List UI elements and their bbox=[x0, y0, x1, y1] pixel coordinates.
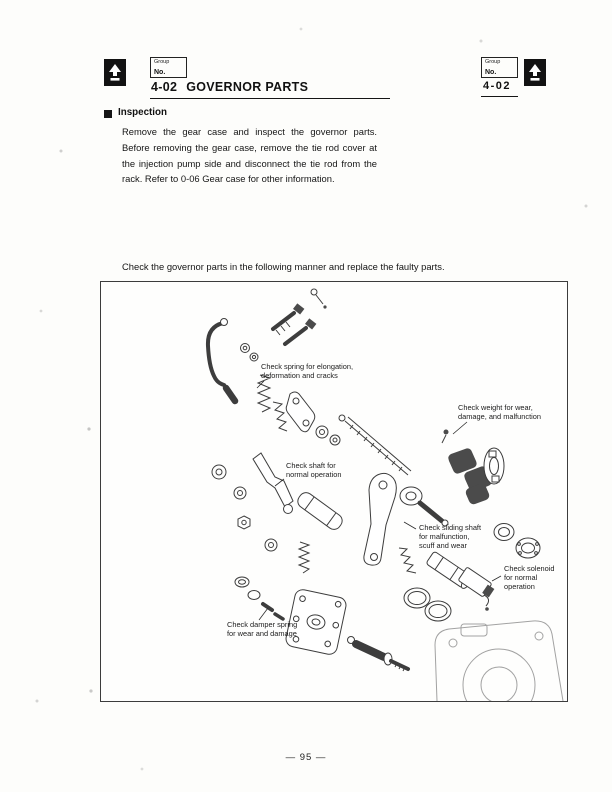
callout-line: Check sliding shaft bbox=[419, 523, 482, 532]
inspection-heading: Inspection bbox=[118, 107, 167, 118]
title-rule bbox=[150, 98, 390, 99]
callout-sliding-shaft bbox=[419, 524, 481, 550]
drive-shaft-part bbox=[348, 637, 409, 672]
bell-crank-part bbox=[286, 392, 315, 432]
page-number: — 95 — bbox=[285, 752, 327, 763]
group-no-label: No. bbox=[485, 68, 497, 76]
group-label: Group bbox=[154, 58, 170, 65]
figure-box bbox=[100, 281, 568, 702]
bolt-parts bbox=[273, 303, 316, 344]
group-no-box-left bbox=[150, 57, 187, 78]
tie-rod-bracket-part bbox=[208, 319, 235, 402]
callout-spring bbox=[261, 363, 353, 381]
group-no-label: No. bbox=[154, 68, 166, 76]
callout-line: for normal bbox=[504, 572, 538, 582]
retainer-clip-part bbox=[311, 289, 327, 309]
washer-parts-mid bbox=[316, 426, 340, 445]
section-title bbox=[151, 80, 308, 94]
callout-line: Check solenoid bbox=[504, 564, 555, 573]
callout-weight bbox=[458, 404, 541, 422]
callout-line: normal operation bbox=[286, 469, 342, 479]
callout-solenoid bbox=[504, 565, 555, 591]
brand-logo-icon bbox=[108, 63, 122, 82]
group-no-box-right bbox=[481, 57, 518, 78]
governor-spring-part bbox=[258, 375, 287, 431]
callout-shaft bbox=[286, 462, 341, 480]
section-code: 4-02 bbox=[151, 80, 178, 94]
sliding-shaft-head-part bbox=[400, 487, 448, 526]
brand-logo-icon bbox=[528, 63, 542, 82]
right-code-rule bbox=[481, 96, 518, 97]
flyweight-assembly-part bbox=[442, 430, 504, 505]
callout-line: Check weight for wear, bbox=[458, 403, 533, 412]
callout-line: Check damper spring bbox=[227, 620, 298, 629]
callout-line: damage, and malfunction bbox=[458, 411, 541, 421]
scan-noise bbox=[0, 0, 2, 2]
callout-line: deformation and cracks bbox=[261, 370, 338, 380]
inspection-bullet bbox=[104, 110, 112, 118]
figure-intro: Check the governor parts in the following manner and replace the faulty parts. bbox=[122, 261, 445, 272]
callout-damper-spring bbox=[227, 621, 297, 639]
callout-line: Check spring for elongation, bbox=[261, 362, 354, 371]
callout-line: for malfunction, bbox=[419, 531, 470, 541]
rack-rod-part bbox=[339, 415, 411, 475]
governor-lever-part bbox=[364, 473, 396, 565]
group-label: Group bbox=[485, 58, 501, 65]
brand-logo-left bbox=[104, 59, 126, 86]
section-code-right: 4-02 bbox=[483, 80, 512, 92]
gasket-ring-parts bbox=[404, 588, 451, 621]
inspection-paragraph: Remove the gear case and inspect the governor parts. Before removing the gear case, remove the tie rod cover at the injection pump side and disconnect the tie rod from the rack. Refer to 0-06 Gear case for other information. bbox=[122, 126, 377, 185]
brand-logo-right bbox=[524, 59, 546, 86]
exploded-diagram bbox=[101, 282, 567, 701]
damper-spring-part bbox=[299, 542, 309, 573]
section-name: GOVERNOR PARTS bbox=[186, 80, 309, 94]
washer-parts-upper bbox=[241, 344, 259, 362]
callout-line: operation bbox=[504, 581, 535, 591]
callout-line: scuff and wear bbox=[419, 540, 467, 550]
callout-line: for wear and damage bbox=[227, 628, 297, 638]
small-seal-parts bbox=[235, 577, 283, 619]
damper-cylinder-part bbox=[295, 490, 345, 532]
callout-line: Check shaft for bbox=[286, 461, 336, 470]
bearing-ring-parts bbox=[494, 524, 540, 559]
gear-case-outline bbox=[435, 621, 563, 701]
slider-spring-part bbox=[399, 548, 416, 573]
